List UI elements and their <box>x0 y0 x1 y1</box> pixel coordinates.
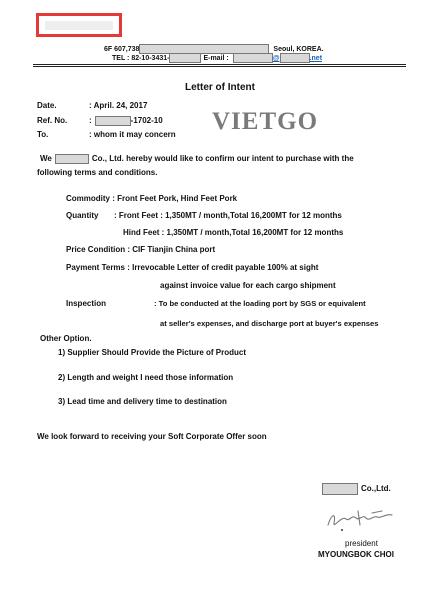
option-2: 2) Length and weight I need those information <box>58 373 234 382</box>
ref-row <box>37 116 163 126</box>
intro-line-1 <box>40 154 354 164</box>
date-value: : April. 24, 2017 <box>89 101 148 110</box>
ref-suffix: -1702-10 <box>130 116 163 126</box>
to-value: : whom it may concern <box>89 130 176 139</box>
vietgo-watermark: VIETGO <box>212 108 319 135</box>
payment-line-2: against invoice value for each cargo shipment <box>160 281 336 290</box>
email-label: E-mail : <box>203 54 229 62</box>
signature-company-line <box>322 483 391 495</box>
to-label: To. <box>37 130 49 139</box>
option-3: 3) Lead time and delivery time to destination <box>58 397 227 406</box>
quantity-hind-line: Hind Feet : 1,350MT / month,Total 16,200MT for 12 months <box>123 228 344 237</box>
to-row <box>37 130 176 139</box>
address-line: 6F 607,738 <box>104 45 140 53</box>
redacted-email-user <box>233 53 273 63</box>
inspection-line-1 <box>66 299 366 308</box>
document-title: Letter of Intent <box>185 82 255 93</box>
closing-line: We look forward to receiving your Soft Corporate Offer soon <box>37 432 267 441</box>
inspection-line-2: at seller's expenses, and discharge port at buyer's expenses <box>160 319 379 328</box>
redacted-tel <box>169 53 201 63</box>
email-domain[interactable]: .net <box>309 54 323 62</box>
redacted-sign-company <box>322 483 358 495</box>
payment-line-1: Payment Terms : Irrevocable Letter of credit payable 100% at sight <box>66 263 319 272</box>
ref-label: Ref. No. <box>37 116 68 126</box>
commodity-line: Commodity : Front Feet Pork, Hind Feet Pork <box>66 194 238 203</box>
redacted-ref <box>95 116 131 126</box>
ref-prefix: : <box>89 116 92 126</box>
intro-we: We <box>40 154 52 164</box>
option-1: 1) Supplier Should Provide the Picture of Product <box>58 348 247 357</box>
address-city: Seoul, KOREA. <box>273 45 324 53</box>
tel-label: TEL : 82-10-3431- <box>112 54 170 62</box>
inspection-label: Inspection <box>66 299 107 308</box>
redacted-company <box>55 154 89 164</box>
date-row <box>37 101 147 110</box>
quantity-label: Quantity <box>66 211 99 220</box>
intro-line-2: following terms and conditions. <box>37 168 158 177</box>
company-logo-redacted <box>36 13 122 37</box>
options-title: Other Option. <box>40 334 92 343</box>
date-label: Date. <box>37 101 57 110</box>
header-divider-bottom <box>33 66 406 67</box>
sign-title: president <box>345 539 378 548</box>
quantity-front: : Front Feet : 1,350MT / month,Total 16,200MT for 12 months <box>114 211 342 220</box>
quantity-front-line <box>66 211 342 220</box>
header-divider-top <box>33 64 406 65</box>
price-line: Price Condition : CIF Tianjin China port <box>66 245 216 254</box>
inspection-text-1: : To be conducted at the loading port by SGS or equivalent <box>154 299 366 308</box>
redacted-email-domain <box>280 53 310 63</box>
handwritten-signature <box>322 505 402 533</box>
intro-rest: Co., Ltd. hereby would like to confirm our intent to purchase with the <box>91 154 354 164</box>
sign-company: Co.,Ltd. <box>361 484 391 494</box>
email-at: @ <box>272 54 280 62</box>
sign-name: MYOUNGBOK CHOI <box>318 550 394 559</box>
